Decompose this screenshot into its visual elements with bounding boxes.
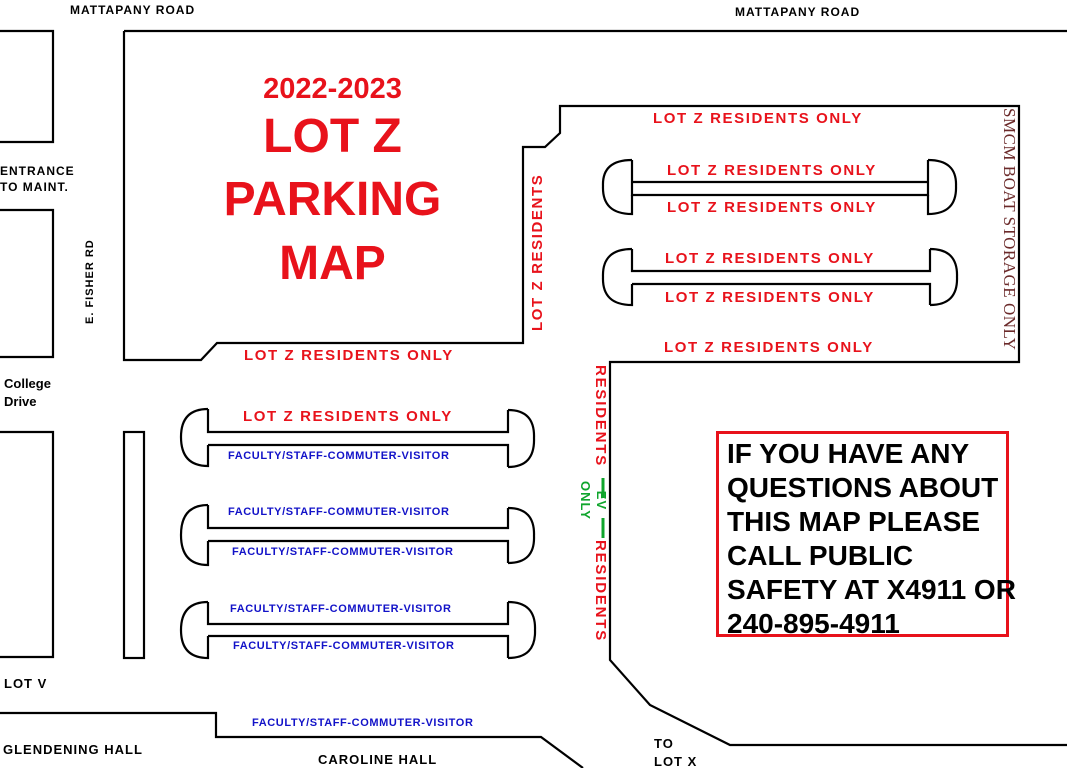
zone-faculty-row-2: FACULTY/STAFF-COMMUTER-VISITOR	[228, 506, 450, 518]
contact-notice-box	[716, 431, 1016, 639]
zone-residents-row-4: LOT Z RESIDENTS ONLY	[665, 289, 875, 306]
road-label-fisher: E. FISHER RD	[84, 239, 96, 324]
zone-residents-left-island: LOT Z RESIDENTS ONLY	[243, 408, 453, 425]
zone-faculty-row-3: FACULTY/STAFF-COMMUTER-VISITOR	[232, 546, 454, 558]
to-lot-x-label: TO LOT X	[654, 736, 698, 769]
zone-residents-row-2: LOT Z RESIDENTS ONLY	[667, 199, 877, 216]
zone-residents-top: LOT Z RESIDENTS ONLY	[653, 110, 863, 127]
road-label-mattapany-left: MATTAPANY ROAD	[70, 3, 196, 17]
entrance-maintenance-label: ENTRANCE TO MAINT.	[0, 164, 75, 194]
map-title-parking: PARKING	[223, 173, 442, 226]
road-label-mattapany-right: MATTAPANY ROAD	[735, 5, 861, 19]
zone-faculty-row-4: FACULTY/STAFF-COMMUTER-VISITOR	[230, 603, 452, 615]
building-mid-left	[0, 210, 53, 357]
zone-residents-row-3: LOT Z RESIDENTS ONLY	[665, 250, 875, 267]
boat-storage-label: SMCM BOAT STORAGE ONLY	[1000, 108, 1019, 351]
zone-residents-vertical-upper: RESIDENTS	[592, 365, 609, 468]
zone-residents-vertical-lower: RESIDENTS	[592, 540, 609, 643]
zone-faculty-row-5: FACULTY/STAFF-COMMUTER-VISITOR	[233, 640, 455, 652]
map-title-map: MAP	[279, 237, 386, 290]
zone-faculty-bottom-road: FACULTY/STAFF-COMMUTER-VISITOR	[252, 717, 474, 729]
zone-ev-only: EV ONLY	[578, 481, 609, 520]
zone-residents-vertical: LOT Z RESIDENTS	[529, 173, 546, 331]
building-bottom-left	[0, 432, 53, 657]
map-year: 2022-2023	[263, 73, 402, 105]
road-label-college-drive: College Drive	[4, 376, 51, 409]
glendening-hall-label: GLENDENING HALL	[3, 742, 143, 757]
contact-notice-text: IF YOU HAVE ANY QUESTIONS ABOUT THIS MAP PLEASE CALL PUBLIC SAFETY AT X4911 OR 240-895-4911	[727, 438, 1016, 639]
lot-v-label: LOT V	[4, 676, 48, 691]
caroline-hall-label: CAROLINE HALL	[318, 752, 438, 767]
map-title-lot: LOT Z	[263, 110, 402, 163]
zone-residents-row-1: LOT Z RESIDENTS ONLY	[667, 162, 877, 179]
zone-faculty-row-1: FACULTY/STAFF-COMMUTER-VISITOR	[228, 450, 450, 462]
divider-strip	[124, 432, 144, 658]
zone-residents-lot-edge: LOT Z RESIDENTS ONLY	[244, 347, 454, 364]
building-top-left	[0, 31, 53, 142]
zone-residents-row-5: LOT Z RESIDENTS ONLY	[664, 339, 874, 356]
